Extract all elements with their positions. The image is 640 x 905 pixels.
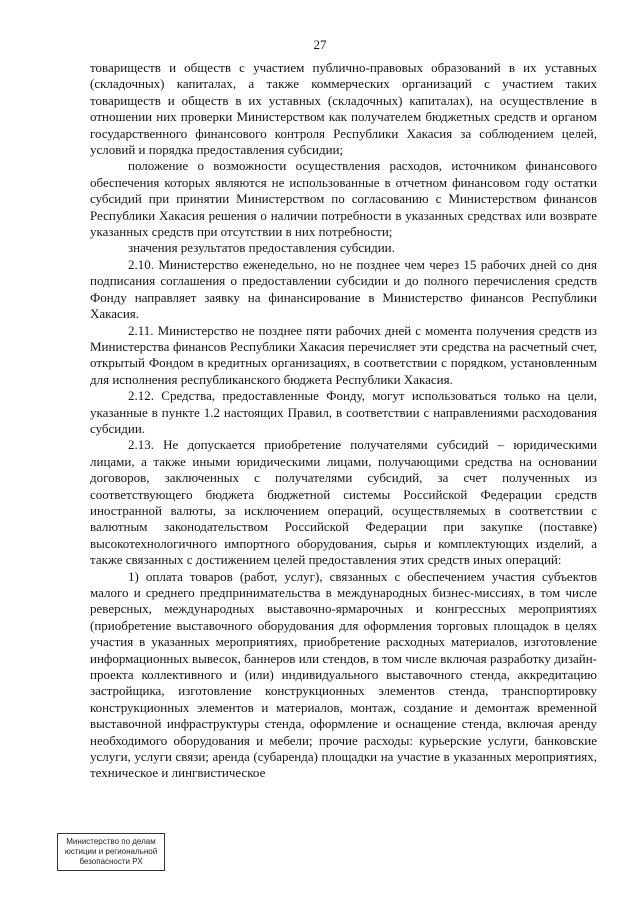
stamp-line: юстиции и региональной: [64, 847, 158, 856]
paragraph: 2.10. Министерство еженедельно, но не позднее чем через 15 рабочих дней со дня подписания соглашения о предоставлении субсидии и до полного перечисления средств Фонду направляет заявку на финансирование в Министерство финансов Республики Хакасия.: [90, 256, 597, 322]
paragraph: 2.13. Не допускается приобретение получателями субсидий – юридическими лицами, а также иными юридическими лицами, получающими средства на основании договоров, заключенных с получателями субсидий, за счет полученных из соответствующего бюджета бюджетной системы Российской Федерации средств иностранной валюты, за исключением операций, осуществляемых в соответствии с валютным законодательством Российской Федерации при закупке (поставке) высокотехнологичного импортного оборудования, сырья и комплектующих изделий, а также связанных с достижением целей предоставления этих средств иных операций:: [90, 437, 597, 568]
paragraph: товариществ и обществ с участием публично-правовых образований в их уставных (складочных) капиталах, а также коммерческих организаций с участием таких товариществ и обществ в их уставных (складочных) капиталах), на осуществление в отношении них проверки Министерством как получателем бюджетных средств и органом государственного финансового контроля Республики Хакасия за соблюдением целей, условий и порядка предоставления субсидии;: [90, 60, 597, 158]
paragraph: положение о возможности осуществления расходов, источником финансового обеспечения которых являются не использованные в отчетном финансовом году остатки субсидий при принятии Министерством по согласованию с Министерством финансов Республики Хакасия решения о наличии потребности в указанных средствах или возврате указанных средств при отсутствии в них потребности;: [90, 158, 597, 240]
stamp-line: Министерство по делам: [66, 837, 156, 846]
paragraph: 2.12. Средства, предоставленные Фонду, могут использоваться только на цели, указанные в пункте 1.2 настоящих Правил, в соответствии с направлениями расходования субсидии.: [90, 388, 597, 436]
body-text: [90, 60, 597, 782]
ministry-stamp: [57, 833, 165, 871]
page-number: 27: [313, 37, 327, 52]
paragraph: 2.11. Министерство не позднее пяти рабочих дней с момента получения средств из Министерства финансов Республики Хакасия перечисляет эти средства на расчетный счет, открытый Фондом в кредитных организациях, в соответствии с порядком, установленным для исполнения республиканского бюджета Республики Хакасия.: [90, 322, 597, 387]
paragraph: 1) оплата товаров (работ, услуг), связанных с обеспечением участия субъектов малого и среднего предпринимательства в международных бизнес-миссиях, в том числе реверсных, международных выставочно-ярмарочных и конгрессных мероприятиях (приобретение выставочного оборудования для оформления торговых площадок в целях участия в указанных мероприятиях, приобретение расходных материалов, изготовление информационных вывесок, баннеров или стендов, в том числе включая разработку дизайн-проекта коллективного и (или) индивидуального выставочного стенда, аккредитацию застройщика, изготовление конструкционных элементов стенда, транспортировку конструкционных элементов и материалов, монтаж, создание и демонтаж временной выставочной инфраструктуры стенда, оформление и оснащение стенда, включая аренду необходимого оборудования и мебели; прочие расходы: курьерские услуги, банковские услуги, услуги связи; аренда (субаренда) площадки на участие в указанных мероприятиях, техническое и лингвистическое: [90, 568, 597, 781]
paragraph: значения результатов предоставления субсидии.: [128, 240, 395, 256]
stamp-line: безопасности РХ: [79, 857, 143, 866]
